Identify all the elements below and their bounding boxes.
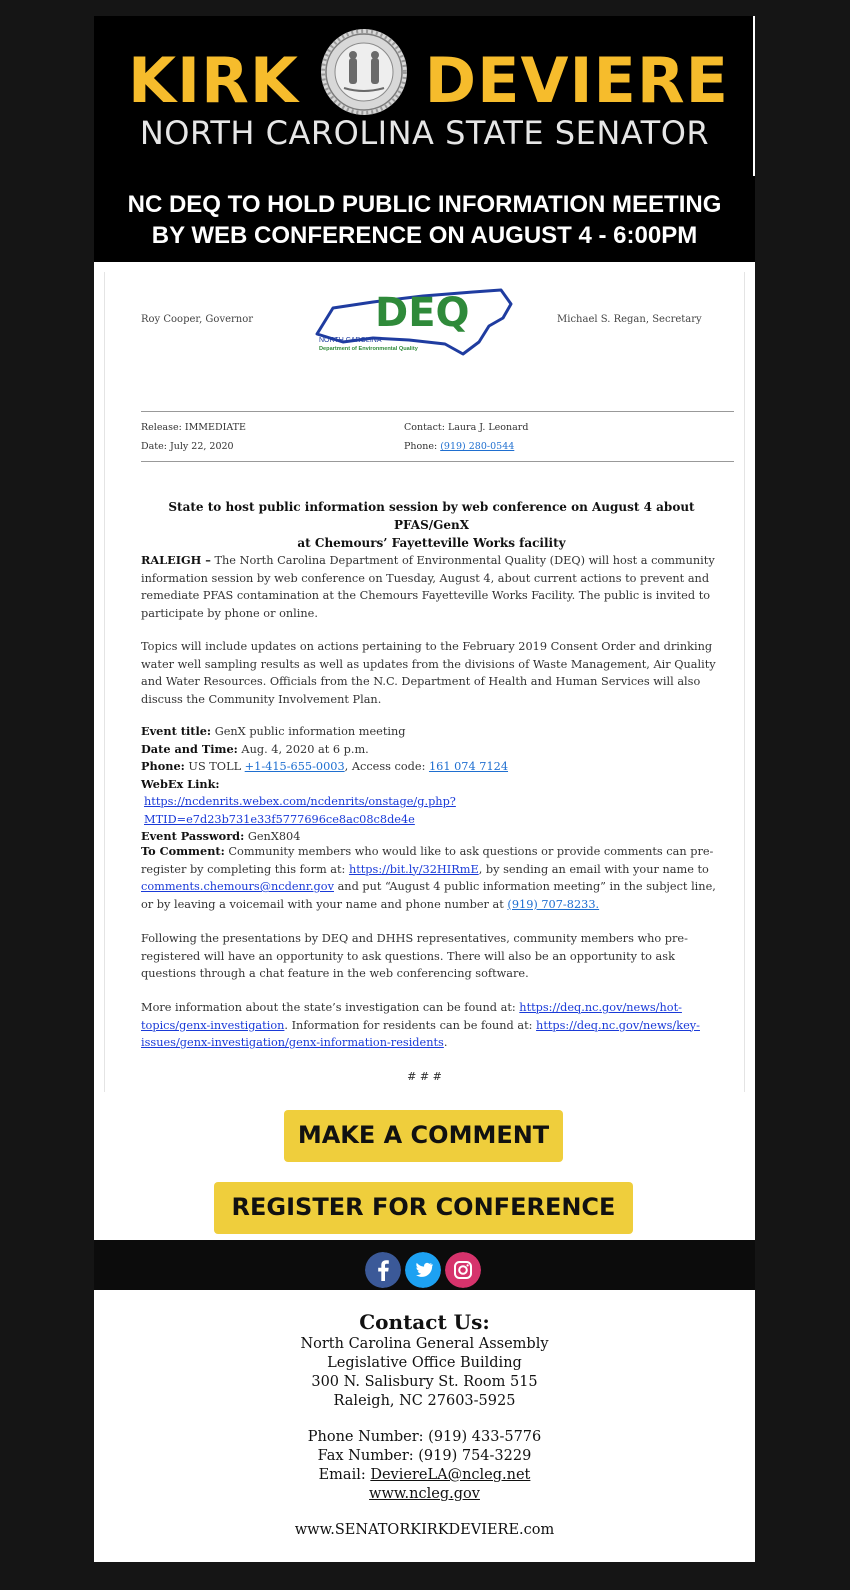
footer-building: Legislative Office Building	[327, 1355, 522, 1371]
headline-line-2: BY WEB CONFERENCE ON AUGUST 4 - 6:00PM	[151, 222, 698, 249]
event-phone-prefix: US TOLL	[184, 760, 245, 773]
twitter-icon[interactable]	[405, 1252, 441, 1288]
top-rule	[141, 411, 734, 412]
bottom-rule	[141, 461, 734, 462]
secretary-name: Michael S. Regan, Secretary	[557, 314, 702, 325]
header-banner	[94, 16, 755, 176]
release-title	[141, 498, 722, 552]
footer-email-link[interactable]: DeviereLA@ncleg.net	[370, 1467, 531, 1483]
event-details	[141, 723, 724, 846]
facebook-icon[interactable]	[365, 1252, 401, 1288]
release-date: Date: July 22, 2020	[141, 441, 234, 452]
webex-link[interactable]: https://ncdenrits.webex.com/ncdenrits/onstage/g.php?MTID=e7d23b731e33f5777696ce8ac08c8de4e	[144, 795, 456, 826]
comment-phone-link[interactable]: (919) 707-8233.	[507, 897, 600, 911]
release-title-line-1: State to host public information session by web conference on August 4 about PFAS/GenX	[168, 500, 695, 532]
contact-footer	[94, 1290, 755, 1562]
footer-ncleg-row	[94, 1486, 755, 1502]
following-paragraph: Following the presentations by DEQ and DHHS representatives, community members who pre-registered will have an opportunity to ask questions. There will also be an opportunity to ask questions through a chat feature in the web conferencing software.	[141, 932, 688, 980]
webex-link-row	[141, 793, 724, 828]
more-info-paragraph	[141, 999, 724, 1052]
deq-logo-text: DEQ	[375, 290, 470, 336]
headline-line-1: NC DEQ TO HOLD PUBLIC INFORMATION MEETING	[127, 191, 722, 218]
event-datetime-row	[141, 741, 724, 759]
headline	[94, 189, 755, 251]
end-marker: # # #	[407, 1070, 442, 1083]
access-code-label: , Access code:	[344, 760, 429, 773]
comment-text-2: , by sending an email with your name to	[478, 862, 709, 876]
comment-label: To Comment:	[141, 844, 225, 858]
action-buttons	[94, 1092, 755, 1240]
senator-last-name: DEVIERE	[424, 44, 729, 117]
contact-phone-row	[404, 441, 514, 452]
dateline: RALEIGH –	[141, 553, 211, 567]
event-password-label: Event Password:	[141, 829, 245, 843]
contact-heading: Contact Us:	[359, 1310, 490, 1334]
footer-fax: Fax Number: (919) 754-3229	[317, 1448, 532, 1464]
governor-name: Roy Cooper, Governor	[141, 314, 254, 325]
comment-paragraph	[141, 843, 724, 913]
event-title-value: GenX public information meeting	[211, 725, 406, 738]
nc-state-seal-icon	[320, 28, 408, 116]
topics-paragraph: Topics will include updates on actions pertaining to the February 2019 Consent Order and drinking water well sampling results as well as updates from the divisions of Waste Management, Air Quality and Water Resources. Officials from the N.C. Department of Health and Human Services will also discuss the Community Involvement Plan.	[141, 640, 716, 706]
residents-info-link[interactable]: https://deq.nc.gov/news/key-issues/genx-investigation/genx-information-residents	[141, 1018, 700, 1049]
ncleg-link[interactable]: www.ncleg.gov	[369, 1486, 480, 1502]
more-info-text-1: More information about the state’s investigation can be found at:	[141, 1001, 520, 1014]
instagram-icon[interactable]	[445, 1252, 481, 1288]
event-phone-link[interactable]: +1-415-655-0003	[244, 760, 345, 773]
social-bar	[94, 1240, 755, 1290]
deq-logo-sub2: Department of Environmental Quality	[319, 346, 418, 352]
event-phone-row	[141, 758, 724, 776]
release-status: Release: IMMEDIATE	[141, 422, 246, 433]
webex-label-row	[141, 776, 724, 794]
investigation-link[interactable]: https://deq.nc.gov/news/hot-topics/genx-investigation	[141, 1001, 682, 1032]
footer-email-row	[94, 1467, 755, 1483]
deq-logo-icon	[313, 282, 515, 358]
footer-org: North Carolina General Assembly	[300, 1336, 549, 1352]
contact-phone-link[interactable]: (919) 280-0544	[440, 441, 515, 452]
register-conference-button[interactable]: REGISTER FOR CONFERENCE	[214, 1182, 633, 1234]
event-phone-label: Phone:	[141, 759, 185, 773]
comment-text-1: Community members who would like to ask questions or provide comments can pre-register by completing this form at:	[141, 845, 714, 876]
webex-label: WebEx Link:	[141, 776, 220, 791]
senator-website[interactable]: www.SENATORKIRKDEVIERE.com	[294, 1522, 555, 1538]
event-title-label: Event title:	[141, 724, 212, 738]
footer-street: 300 N. Salisbury St. Room 515	[311, 1374, 538, 1390]
deq-logo-sub1: NORTH CAROLINA	[319, 337, 382, 344]
more-info-text-3: .	[443, 1036, 448, 1049]
intro-paragraph	[141, 552, 724, 622]
headline-banner	[94, 176, 755, 262]
contact-name: Contact: Laura J. Leonard	[404, 422, 529, 433]
intro-text: The North Carolina Department of Environmental Quality (DEQ) will host a community information session by web conference on Tuesday, August 4, about current actions to prevent and remediate PFAS contamination at the Chemours Fayetteville Works Facility. The public is invited to participate by phone or online.	[141, 554, 715, 620]
senator-title: NORTH CAROLINA STATE SENATOR	[139, 114, 710, 152]
footer-email-label: Email:	[318, 1467, 371, 1483]
event-password-value: GenX804	[244, 830, 301, 843]
event-title-row	[141, 723, 724, 741]
header-divider	[753, 16, 755, 176]
press-release-document	[94, 262, 755, 1092]
comment-form-link[interactable]: https://bit.ly/32HIRmE	[348, 862, 479, 876]
access-code-link[interactable]: 161 074 7124	[428, 760, 509, 773]
event-datetime-value: Aug. 4, 2020 at 6 p.m.	[237, 742, 369, 756]
senator-first-name: KIRK	[128, 44, 299, 117]
comment-text-3: and put “August 4 public information meeting” in the subject line, or by leaving a voicemail with your name and phone number at	[141, 880, 716, 911]
more-info-text-2: . Information for residents can be found at:	[284, 1018, 537, 1032]
footer-phone: Phone Number: (919) 433-5776	[307, 1429, 542, 1445]
contact-phone-label: Phone:	[404, 441, 441, 452]
release-title-line-2: at Chemours’ Fayetteville Works facility	[297, 536, 566, 550]
event-datetime-label: Date and Time:	[141, 741, 238, 756]
make-comment-button[interactable]: MAKE A COMMENT	[284, 1110, 563, 1162]
comment-email-link[interactable]: comments.chemours@ncdenr.gov	[141, 880, 334, 893]
footer-city: Raleigh, NC 27603-5925	[333, 1393, 516, 1409]
